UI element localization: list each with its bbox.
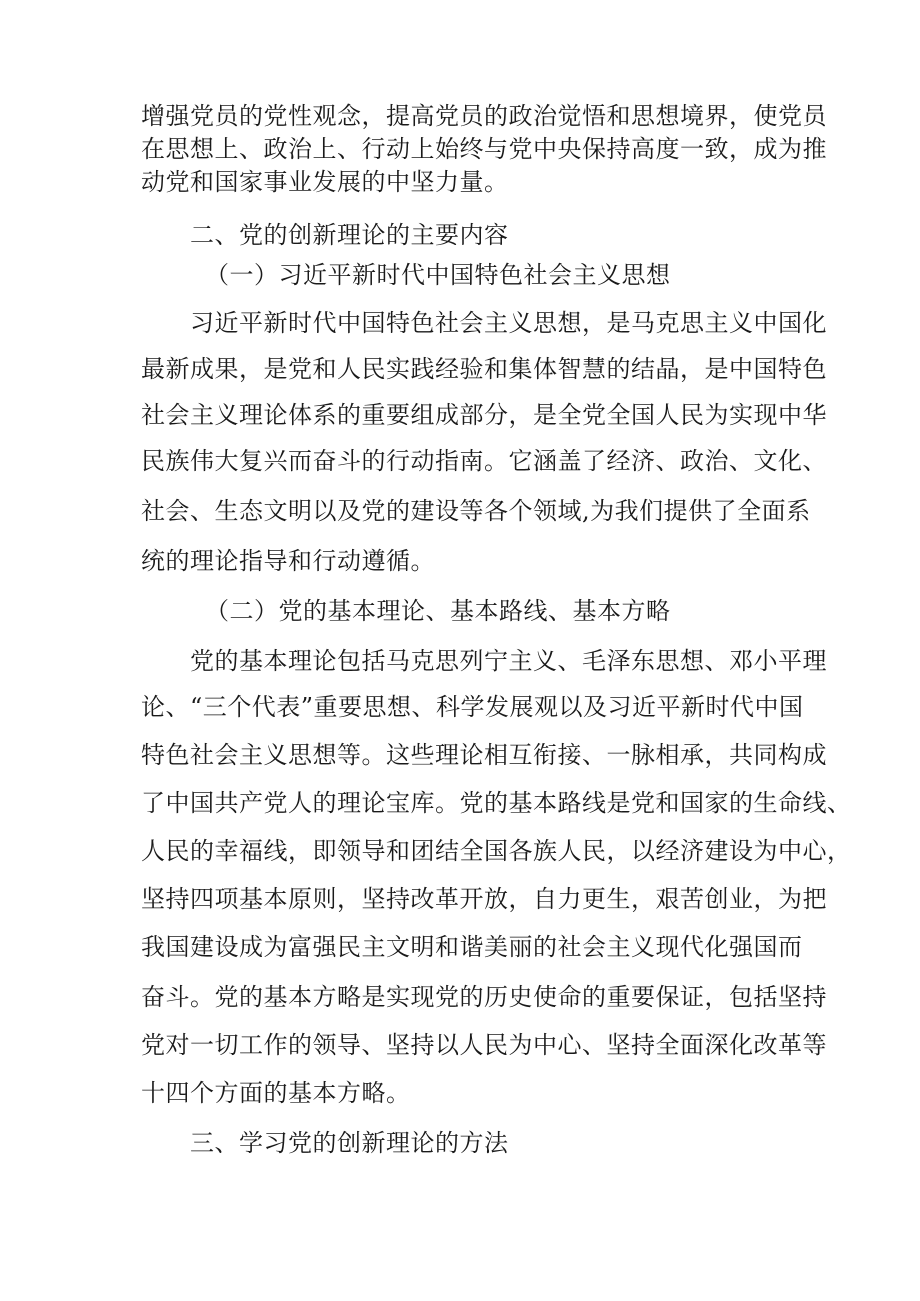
- paragraph-line: 了中国共产党人的理论宝库。党的基本路线是党和国家的生命线、: [141, 789, 852, 817]
- paragraph-line: 特色社会主义思想等。这些理论相互衔接、一脉相承，共同构成: [141, 741, 827, 769]
- paragraph-line: 党的基本理论包括马克思列宁主义、毛泽东思想、邓小平理: [190, 647, 827, 675]
- paragraph-line: 习近平新时代中国特色社会主义思想，是马克思主义中国化: [190, 309, 827, 337]
- paragraph-line: 奋斗。党的基本方略是实现党的历史使命的重要保证，包括坚持: [141, 983, 827, 1011]
- paragraph-line: 党对一切工作的领导、坚持以人民为中心、坚持全面深化改革等: [141, 1031, 827, 1059]
- paragraph-line: 民族伟大复兴而奋斗的行动指南。它涵盖了经济、政治、文化、: [141, 447, 827, 475]
- paragraph-line: 社会、生态文明以及党的建设等各个领域,为我们提供了全面系: [141, 497, 811, 525]
- subsection-heading: （一）习近平新时代中国特色社会主义思想: [205, 261, 671, 289]
- subsection-heading: （二）党的基本理论、基本路线、基本方略: [205, 597, 671, 625]
- section-heading: 二、党的创新理论的主要内容: [190, 221, 509, 249]
- section-heading: 三、学习党的创新理论的方法: [190, 1129, 509, 1157]
- paragraph-line: 最新成果，是党和人民实践经验和集体智慧的结晶，是中国特色: [141, 355, 827, 383]
- paragraph-line: 人民的幸福线，即领导和团结全国各族人民，以经济建设为中心，: [141, 837, 852, 865]
- paragraph-line: 论、“三个代表”重要思想、科学发展观以及习近平新时代中国: [141, 693, 804, 721]
- paragraph-line: 坚持四项基本原则，坚持改革开放，自力更生，艰苦创业，为把: [141, 885, 827, 913]
- paragraph-line: 在思想上、政治上、行动上始终与党中央保持高度一致，成为推: [141, 135, 827, 163]
- paragraph-line: 社会主义理论体系的重要组成部分，是全党全国人民为实现中华: [141, 401, 827, 429]
- paragraph-line: 我国建设成为富强民主文明和谐美丽的社会主义现代化强国而: [141, 933, 803, 961]
- paragraph-line: 十四个方面的基本方略。: [141, 1079, 411, 1107]
- paragraph-line: 统的理论指导和行动遵循。: [141, 547, 435, 575]
- paragraph-line: 增强党员的党性观念，提高党员的政治觉悟和思想境界，使党员: [141, 102, 827, 130]
- paragraph-line: 动党和国家事业发展的中坚力量。: [141, 168, 509, 196]
